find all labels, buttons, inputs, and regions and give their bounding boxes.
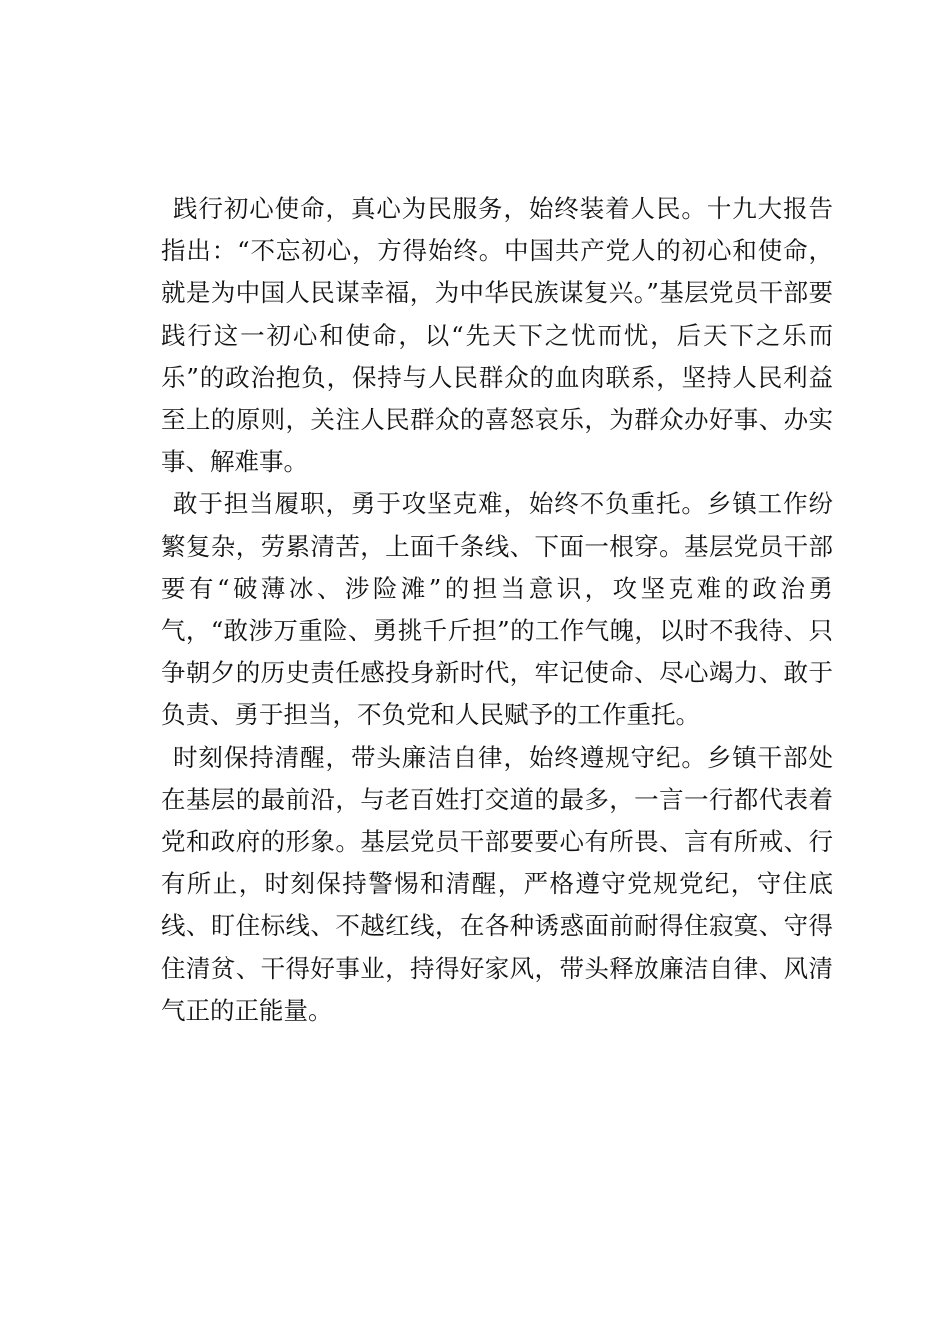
- paragraph-initial-mission: 践行初心使命，真心为民服务，始终装着人民。十九大报告指出：“不忘初心，方得始终。中国共产党人的初心和使命，就是为中国人民谋幸福，为中华民族谋复兴。”基层党员干部要践行这一初心和使命，以“先天下之忧而忧，后天下之乐而乐”的政治抱负，保持与人民群众的血肉联系，坚持人民利益至上的原则，关注人民群众的喜怒哀乐，为群众办好事、办实事、解难事。: [161, 194, 833, 477]
- paragraph-discipline: 时刻保持清醒，带头廉洁自律，始终遵规守纪。乡镇干部处在基层的最前沿，与老百姓打交道的最多，一言一行都代表着党和政府的形象。基层党员干部要要心有所畏、言有所戒、行有所止，时刻保持警惕和清醒，严格遵守党规党纪，守住底线、盯住标线、不越红线，在各种诱惑面前耐得住寂寞、守得住清贫、干得好事业，持得好家风，带头释放廉洁自律、风清气正的正能量。: [161, 742, 833, 1025]
- document-body: [161, 188, 833, 1032]
- paragraph-responsibility: 敢于担当履职，勇于攻坚克难，始终不负重托。乡镇工作纷繁复杂，劳累清苦，上面千条线、下面一根穿。基层党员干部要有“破薄冰、涉险滩”的担当意识，攻坚克难的政治勇气，“敢涉万重险、勇挑千斤担”的工作气魄，以时不我待、只争朝夕的历史责任感投身新时代，牢记使命、尽心竭力、敢于负责、勇于担当，不负党和人民赋予的工作重托。: [161, 489, 833, 730]
